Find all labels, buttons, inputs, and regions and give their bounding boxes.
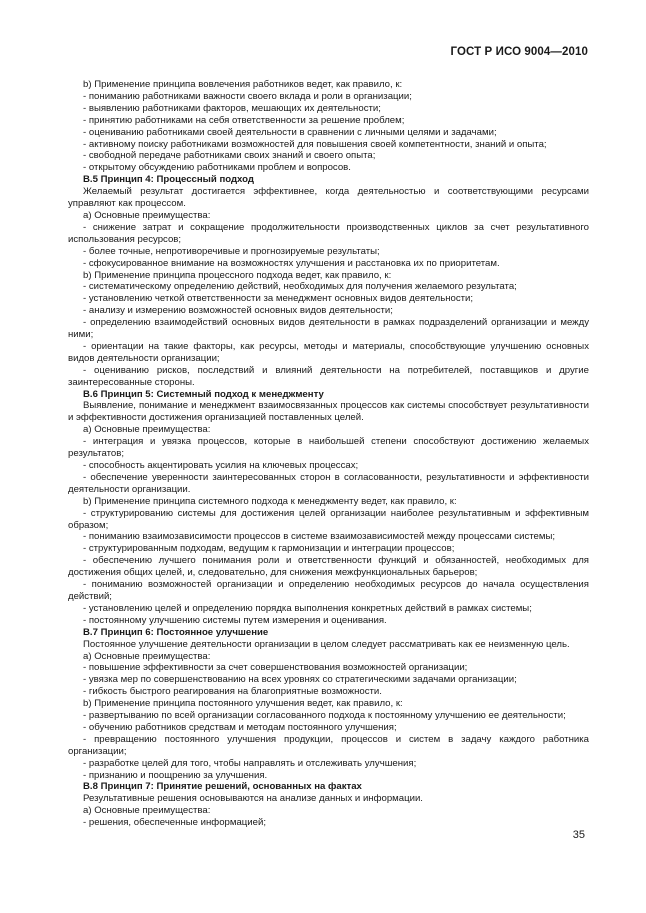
paragraph: - постоянному улучшению системы путем измерения и оценивания.	[83, 614, 387, 626]
paragraph: - снижение затрат и сокращение продолжительности производственных циклов за счет результативного использования ресурсов;	[68, 221, 589, 245]
paragraph: - обеспечению лучшего понимания роли и ответственности функций и обязанностей, необходимых для достижения общих целей, и, следовательно, для снижения межфункциональных барьеров;	[68, 555, 589, 579]
paragraph: - гибкость быстрого реагирования на благоприятные возможности.	[83, 686, 382, 698]
paragraph: - свободной передаче работниками своих знаний и своего опыта;	[83, 150, 376, 162]
paragraph: - решения, обеспеченные информацией;	[83, 817, 267, 829]
paragraph: - способность акцентировать усилия на ключевых процессах;	[83, 460, 359, 471]
section-heading: В.7 Принцип 6: Постоянное улучшение	[83, 626, 269, 638]
paragraph: а) Основные преимущества:	[83, 209, 211, 221]
paragraph: - обеспечение уверенности заинтересованных сторон в согласованности, результативности и эффективности деятельности организации.	[68, 471, 589, 495]
paragraph: - пониманию взаимозависимости процессов в системе взаимозависимостей между процессами системы;	[83, 531, 556, 543]
paragraph: - оцениванию работниками своей деятельности в сравнении с личными целями и задачами;	[83, 126, 497, 138]
paragraph: - принятию работниками на себя ответственности за решение проблем;	[83, 114, 405, 126]
paragraph: - более точные, непротиворечивые и прогнозируемые результаты;	[83, 245, 380, 257]
paragraph: - разработке целей для того, чтобы направлять и отслеживать улучшения;	[83, 757, 417, 769]
paragraph: а) Основные преимущества:	[83, 650, 211, 662]
paragraph: b) Применение принципа процессного подхода ведет, как правило, к:	[83, 269, 392, 281]
paragraph: - интеграция и увязка процессов, которые в наибольшей степени способствуют достижению желаемых результатов;	[68, 436, 589, 460]
paragraph: а) Основные преимущества:	[83, 805, 211, 817]
paragraph: - анализу и измерению возможностей основных видов деятельности;	[83, 305, 393, 317]
paragraph: Постоянное улучшение деятельности организации в целом следует рассматривать как ее неизменную цель.	[83, 638, 570, 650]
document-header: ГОСТ Р ИСО 9004—2010	[450, 46, 588, 58]
section-heading: В.5 Принцип 4: Процессный подход	[83, 174, 254, 186]
section-heading: В.6 Принцип 5: Системный подход к менеджменту	[83, 388, 324, 400]
paragraph: b) Применение принципа вовлечения работников ведет, как правило, к:	[83, 79, 403, 90]
paragraph: - оцениванию рисков, последствий и влияний деятельности на потребителей, поставщиков и другие заинтересованные стороны.	[68, 364, 589, 388]
paragraph: - признанию и поощрению за улучшения.	[83, 769, 268, 781]
paragraph: - установлению четкой ответственности за менеджмент основных видов деятельности;	[83, 293, 474, 305]
paragraph: - обучению работников средствам и методам постоянного улучшения;	[83, 721, 397, 733]
paragraph: - открытому обсуждению работниками проблем и вопросов.	[83, 162, 351, 174]
paragraph: Выявление, понимание и менеджмент взаимосвязанных процессов как системы способствует результативности и эффективности достижения организацией поставленных целей.	[68, 400, 589, 424]
paragraph: - развертыванию по всей организации согласованного подхода к постоянному улучшению ее деятельности;	[83, 710, 566, 722]
paragraph: - систематическому определению действий, необходимых для получения желаемого результата;	[83, 281, 517, 293]
paragraph: - ориентации на такие факторы, как ресурсы, методы и материалы, способствующие улучшению основных видов деятельности организации;	[68, 340, 589, 364]
paragraph: - превращению постоянного улучшения продукции, процессов и систем в задачу каждого работника организации;	[68, 733, 589, 757]
paragraph: b) Применение принципа постоянного улучшения ведет, как правило, к:	[83, 698, 403, 710]
paragraph: - активному поиску работниками возможностей для повышения своей компетентности, знаний и опыта;	[83, 138, 547, 150]
paragraph: - структурированию системы для достижения целей организации наиболее результативным и эффективным образом;	[68, 507, 589, 531]
paragraph: Результативные решения основываются на анализе данных и информации.	[83, 793, 423, 805]
paragraph: - пониманию работниками важности своего вклада и роли в организации;	[83, 90, 412, 102]
paragraph: - определению взаимодействий основных видов деятельности в рамках подразделений организации и между ними;	[68, 317, 589, 341]
paragraph: Желаемый результат достигается эффективнее, когда деятельностью и соответствующими ресурсами управляют как процессом.	[68, 186, 589, 210]
section-heading: В.8 Принцип 7: Принятие решений, основанных на фактах	[83, 781, 362, 793]
paragraph: а) Основные преимущества:	[83, 424, 211, 436]
document-body	[68, 79, 589, 829]
paragraph: - выявлению работниками факторов, мешающих их деятельности;	[83, 102, 381, 114]
paragraph: - пониманию возможностей организации и определению необходимых ресурсов до начала осуществления действий;	[68, 579, 589, 602]
paragraph: - увязка мер по совершенствованию на всех уровнях со стратегическими задачами организации;	[83, 674, 517, 686]
page-number: 35	[572, 829, 585, 841]
paragraph: - установлению целей и определению порядка выполнения конкретных действий в рамках системы;	[83, 602, 532, 614]
paragraph: - повышение эффективности за счет совершенствования возможностей организации;	[83, 662, 468, 674]
paragraph: - структурированным подходам, ведущим к гармонизации и интеграции процессов;	[83, 543, 455, 555]
paragraph: b) Применение принципа системного подхода к менеджменту ведет, как правило, к:	[83, 495, 457, 507]
paragraph: - сфокусированное внимание на возможностях улучшения и расстановка их по приоритетам.	[83, 257, 500, 269]
